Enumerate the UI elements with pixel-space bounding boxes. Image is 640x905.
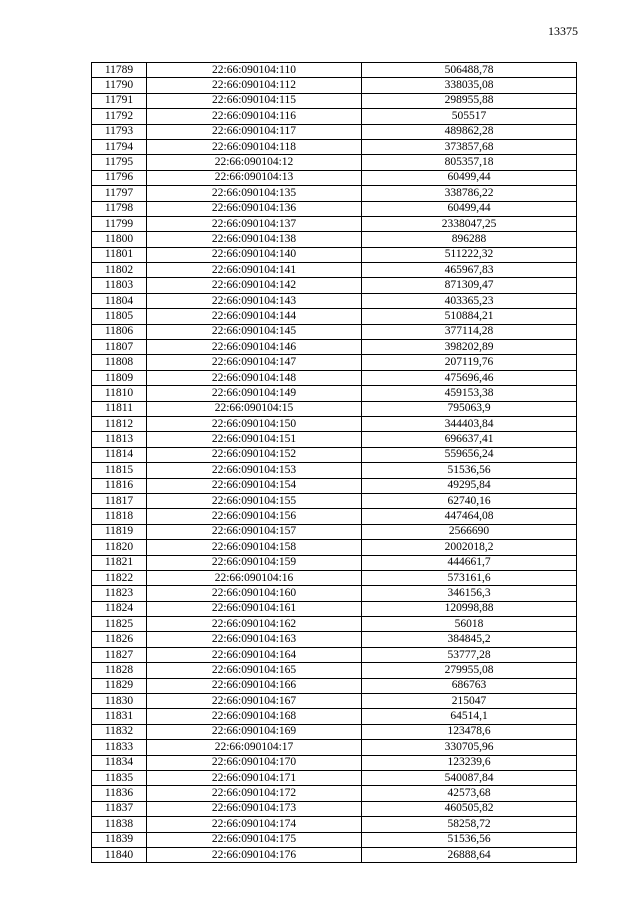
row-number-cell: 11800 <box>92 232 147 247</box>
table-row <box>92 278 577 293</box>
cadastral-value-cell: 573161,6 <box>362 570 577 585</box>
cadastral-value-cell: 207119,76 <box>362 355 577 370</box>
cadastral-number-cell: 22:66:090104:116 <box>147 109 362 124</box>
cadastral-number-cell: 22:66:090104:159 <box>147 555 362 570</box>
cadastral-number-cell: 22:66:090104:150 <box>147 416 362 431</box>
table-row <box>92 755 577 770</box>
cadastral-number-cell: 22:66:090104:155 <box>147 493 362 508</box>
cadastral-value-cell: 42573,68 <box>362 786 577 801</box>
row-number-cell: 11818 <box>92 509 147 524</box>
table-row <box>92 155 577 170</box>
table-row <box>92 724 577 739</box>
cadastral-value-cell: 510884,21 <box>362 309 577 324</box>
cadastral-value-cell: 805357,18 <box>362 155 577 170</box>
cadastral-number-cell: 22:66:090104:154 <box>147 478 362 493</box>
row-number-cell: 11795 <box>92 155 147 170</box>
row-number-cell: 11817 <box>92 493 147 508</box>
cadastral-value-cell: 696637,41 <box>362 432 577 447</box>
table-row <box>92 493 577 508</box>
table-row <box>92 186 577 201</box>
cadastral-number-cell: 22:66:090104:156 <box>147 509 362 524</box>
table-row <box>92 340 577 355</box>
cadastral-number-cell: 22:66:090104:165 <box>147 663 362 678</box>
cadastral-number-cell: 22:66:090104:138 <box>147 232 362 247</box>
row-number-cell: 11833 <box>92 740 147 755</box>
cadastral-number-cell: 22:66:090104:175 <box>147 832 362 847</box>
cadastral-value-cell: 338786,22 <box>362 186 577 201</box>
row-number-cell: 11814 <box>92 447 147 462</box>
cadastral-value-cell: 489862,28 <box>362 124 577 139</box>
cadastral-value-cell: 444661,7 <box>362 555 577 570</box>
row-number-cell: 11807 <box>92 340 147 355</box>
cadastral-value-cell: 377114,28 <box>362 324 577 339</box>
cadastral-number-cell: 22:66:090104:170 <box>147 755 362 770</box>
cadastral-value-cell: 2566690 <box>362 524 577 539</box>
table-row <box>92 201 577 216</box>
table-row <box>92 740 577 755</box>
table-row <box>92 355 577 370</box>
cadastral-value-cell: 58258,72 <box>362 817 577 832</box>
row-number-cell: 11798 <box>92 201 147 216</box>
cadastral-number-cell: 22:66:090104:161 <box>147 601 362 616</box>
cadastral-value-cell: 298955,88 <box>362 93 577 108</box>
page-number: 13375 <box>548 24 578 38</box>
row-number-cell: 11796 <box>92 170 147 185</box>
table-row <box>92 709 577 724</box>
cadastral-value-cell: 559656,24 <box>362 447 577 462</box>
row-number-cell: 11801 <box>92 247 147 262</box>
row-number-cell: 11810 <box>92 386 147 401</box>
row-number-cell: 11837 <box>92 801 147 816</box>
cadastral-number-cell: 22:66:090104:171 <box>147 770 362 785</box>
cadastral-number-cell: 22:66:090104:117 <box>147 124 362 139</box>
row-number-cell: 11794 <box>92 139 147 154</box>
table-row <box>92 540 577 555</box>
row-number-cell: 11816 <box>92 478 147 493</box>
row-number-cell: 11819 <box>92 524 147 539</box>
cadastral-number-cell: 22:66:090104:112 <box>147 78 362 93</box>
table-row <box>92 370 577 385</box>
cadastral-value-cell: 505517 <box>362 109 577 124</box>
row-number-cell: 11802 <box>92 263 147 278</box>
cadastral-number-cell: 22:66:090104:118 <box>147 139 362 154</box>
row-number-cell: 11838 <box>92 817 147 832</box>
cadastral-value-cell: 215047 <box>362 694 577 709</box>
cadastral-number-cell: 22:66:090104:136 <box>147 201 362 216</box>
row-number-cell: 11830 <box>92 694 147 709</box>
table-row <box>92 617 577 632</box>
cadastral-value-cell: 60499,44 <box>362 201 577 216</box>
cadastral-value-cell: 506488,78 <box>362 63 577 78</box>
cadastral-value-cell: 540087,84 <box>362 770 577 785</box>
table-row <box>92 293 577 308</box>
table-row <box>92 817 577 832</box>
cadastral-number-cell: 22:66:090104:13 <box>147 170 362 185</box>
row-number-cell: 11789 <box>92 63 147 78</box>
row-number-cell: 11836 <box>92 786 147 801</box>
cadastral-number-cell: 22:66:090104:142 <box>147 278 362 293</box>
cadastral-value-cell: 511222,32 <box>362 247 577 262</box>
table-row <box>92 447 577 462</box>
cadastral-number-cell: 22:66:090104:158 <box>147 540 362 555</box>
cadastral-number-cell: 22:66:090104:144 <box>147 309 362 324</box>
table-body <box>92 63 577 863</box>
cadastral-value-cell: 398202,89 <box>362 340 577 355</box>
table-row <box>92 524 577 539</box>
row-number-cell: 11826 <box>92 632 147 647</box>
row-number-cell: 11806 <box>92 324 147 339</box>
cadastral-number-cell: 22:66:090104:169 <box>147 724 362 739</box>
cadastral-value-cell: 62740,16 <box>362 493 577 508</box>
cadastral-number-cell: 22:66:090104:167 <box>147 694 362 709</box>
table-row <box>92 247 577 262</box>
table-row <box>92 463 577 478</box>
table-row <box>92 801 577 816</box>
row-number-cell: 11803 <box>92 278 147 293</box>
cadastral-value-cell: 123478,6 <box>362 724 577 739</box>
cadastral-value-cell: 459153,38 <box>362 386 577 401</box>
cadastral-value-table <box>91 62 577 863</box>
cadastral-number-cell: 22:66:090104:174 <box>147 817 362 832</box>
row-number-cell: 11792 <box>92 109 147 124</box>
table-row <box>92 401 577 416</box>
cadastral-number-cell: 22:66:090104:115 <box>147 93 362 108</box>
row-number-cell: 11809 <box>92 370 147 385</box>
cadastral-value-cell: 51536,56 <box>362 832 577 847</box>
table-row <box>92 216 577 231</box>
row-number-cell: 11821 <box>92 555 147 570</box>
row-number-cell: 11824 <box>92 601 147 616</box>
row-number-cell: 11835 <box>92 770 147 785</box>
cadastral-number-cell: 22:66:090104:140 <box>147 247 362 262</box>
cadastral-value-cell: 53777,28 <box>362 647 577 662</box>
cadastral-value-cell: 2002018,2 <box>362 540 577 555</box>
cadastral-value-cell: 384845,2 <box>362 632 577 647</box>
row-number-cell: 11831 <box>92 709 147 724</box>
cadastral-number-cell: 22:66:090104:176 <box>147 847 362 862</box>
row-number-cell: 11823 <box>92 586 147 601</box>
table-row <box>92 678 577 693</box>
table-row <box>92 309 577 324</box>
row-number-cell: 11815 <box>92 463 147 478</box>
cadastral-number-cell: 22:66:090104:149 <box>147 386 362 401</box>
table-row <box>92 109 577 124</box>
table-row <box>92 509 577 524</box>
cadastral-number-cell: 22:66:090104:17 <box>147 740 362 755</box>
cadastral-value-cell: 344403,84 <box>362 416 577 431</box>
cadastral-number-cell: 22:66:090104:163 <box>147 632 362 647</box>
table-row <box>92 170 577 185</box>
cadastral-value-cell: 51536,56 <box>362 463 577 478</box>
cadastral-number-cell: 22:66:090104:16 <box>147 570 362 585</box>
row-number-cell: 11791 <box>92 93 147 108</box>
cadastral-number-cell: 22:66:090104:152 <box>147 447 362 462</box>
cadastral-number-cell: 22:66:090104:168 <box>147 709 362 724</box>
cadastral-number-cell: 22:66:090104:166 <box>147 678 362 693</box>
row-number-cell: 11813 <box>92 432 147 447</box>
cadastral-number-cell: 22:66:090104:164 <box>147 647 362 662</box>
row-number-cell: 11799 <box>92 216 147 231</box>
cadastral-number-cell: 22:66:090104:157 <box>147 524 362 539</box>
row-number-cell: 11811 <box>92 401 147 416</box>
table-row <box>92 124 577 139</box>
cadastral-number-cell: 22:66:090104:145 <box>147 324 362 339</box>
cadastral-value-cell: 56018 <box>362 617 577 632</box>
table-row <box>92 263 577 278</box>
cadastral-value-cell: 795063,9 <box>362 401 577 416</box>
cadastral-value-cell: 26888,64 <box>362 847 577 862</box>
cadastral-number-cell: 22:66:090104:147 <box>147 355 362 370</box>
table-row <box>92 324 577 339</box>
row-number-cell: 11790 <box>92 78 147 93</box>
row-number-cell: 11793 <box>92 124 147 139</box>
table-row <box>92 232 577 247</box>
row-number-cell: 11820 <box>92 540 147 555</box>
table-row <box>92 647 577 662</box>
cadastral-value-cell: 871309,47 <box>362 278 577 293</box>
cadastral-value-cell: 64514,1 <box>362 709 577 724</box>
row-number-cell: 11808 <box>92 355 147 370</box>
row-number-cell: 11822 <box>92 570 147 585</box>
row-number-cell: 11825 <box>92 617 147 632</box>
cadastral-number-cell: 22:66:090104:153 <box>147 463 362 478</box>
cadastral-value-cell: 120998,88 <box>362 601 577 616</box>
cadastral-value-cell: 346156,3 <box>362 586 577 601</box>
cadastral-number-cell: 22:66:090104:160 <box>147 586 362 601</box>
cadastral-number-cell: 22:66:090104:15 <box>147 401 362 416</box>
cadastral-number-cell: 22:66:090104:151 <box>147 432 362 447</box>
cadastral-value-cell: 123239,6 <box>362 755 577 770</box>
table-row <box>92 555 577 570</box>
cadastral-value-cell: 49295,84 <box>362 478 577 493</box>
row-number-cell: 11828 <box>92 663 147 678</box>
table-row <box>92 78 577 93</box>
row-number-cell: 11834 <box>92 755 147 770</box>
table-row <box>92 601 577 616</box>
row-number-cell: 11829 <box>92 678 147 693</box>
table-row <box>92 786 577 801</box>
table-row <box>92 416 577 431</box>
table-row <box>92 694 577 709</box>
cadastral-number-cell: 22:66:090104:135 <box>147 186 362 201</box>
table-row <box>92 63 577 78</box>
cadastral-number-cell: 22:66:090104:110 <box>147 63 362 78</box>
cadastral-value-cell: 403365,23 <box>362 293 577 308</box>
cadastral-value-cell: 447464,08 <box>362 509 577 524</box>
cadastral-value-cell: 330705,96 <box>362 740 577 755</box>
cadastral-number-cell: 22:66:090104:172 <box>147 786 362 801</box>
cadastral-number-cell: 22:66:090104:143 <box>147 293 362 308</box>
row-number-cell: 11839 <box>92 832 147 847</box>
table-row <box>92 432 577 447</box>
cadastral-number-cell: 22:66:090104:137 <box>147 216 362 231</box>
cadastral-number-cell: 22:66:090104:148 <box>147 370 362 385</box>
table-row <box>92 386 577 401</box>
table-row <box>92 586 577 601</box>
cadastral-number-cell: 22:66:090104:162 <box>147 617 362 632</box>
row-number-cell: 11827 <box>92 647 147 662</box>
table-row <box>92 663 577 678</box>
table-row <box>92 570 577 585</box>
cadastral-number-cell: 22:66:090104:12 <box>147 155 362 170</box>
cadastral-value-cell: 279955,08 <box>362 663 577 678</box>
table-row <box>92 832 577 847</box>
cadastral-value-cell: 60499,44 <box>362 170 577 185</box>
cadastral-value-cell: 686763 <box>362 678 577 693</box>
cadastral-value-cell: 896288 <box>362 232 577 247</box>
cadastral-value-cell: 465967,83 <box>362 263 577 278</box>
row-number-cell: 11797 <box>92 186 147 201</box>
cadastral-number-cell: 22:66:090104:173 <box>147 801 362 816</box>
row-number-cell: 11804 <box>92 293 147 308</box>
cadastral-number-cell: 22:66:090104:141 <box>147 263 362 278</box>
row-number-cell: 11812 <box>92 416 147 431</box>
cadastral-value-cell: 373857,68 <box>362 139 577 154</box>
table-row <box>92 478 577 493</box>
cadastral-value-cell: 460505,82 <box>362 801 577 816</box>
table-row <box>92 93 577 108</box>
table-row <box>92 139 577 154</box>
row-number-cell: 11805 <box>92 309 147 324</box>
cadastral-value-cell: 2338047,25 <box>362 216 577 231</box>
table-row <box>92 847 577 862</box>
table-row <box>92 770 577 785</box>
cadastral-number-cell: 22:66:090104:146 <box>147 340 362 355</box>
table-row <box>92 632 577 647</box>
cadastral-value-cell: 475696,46 <box>362 370 577 385</box>
row-number-cell: 11832 <box>92 724 147 739</box>
row-number-cell: 11840 <box>92 847 147 862</box>
cadastral-value-cell: 338035,08 <box>362 78 577 93</box>
